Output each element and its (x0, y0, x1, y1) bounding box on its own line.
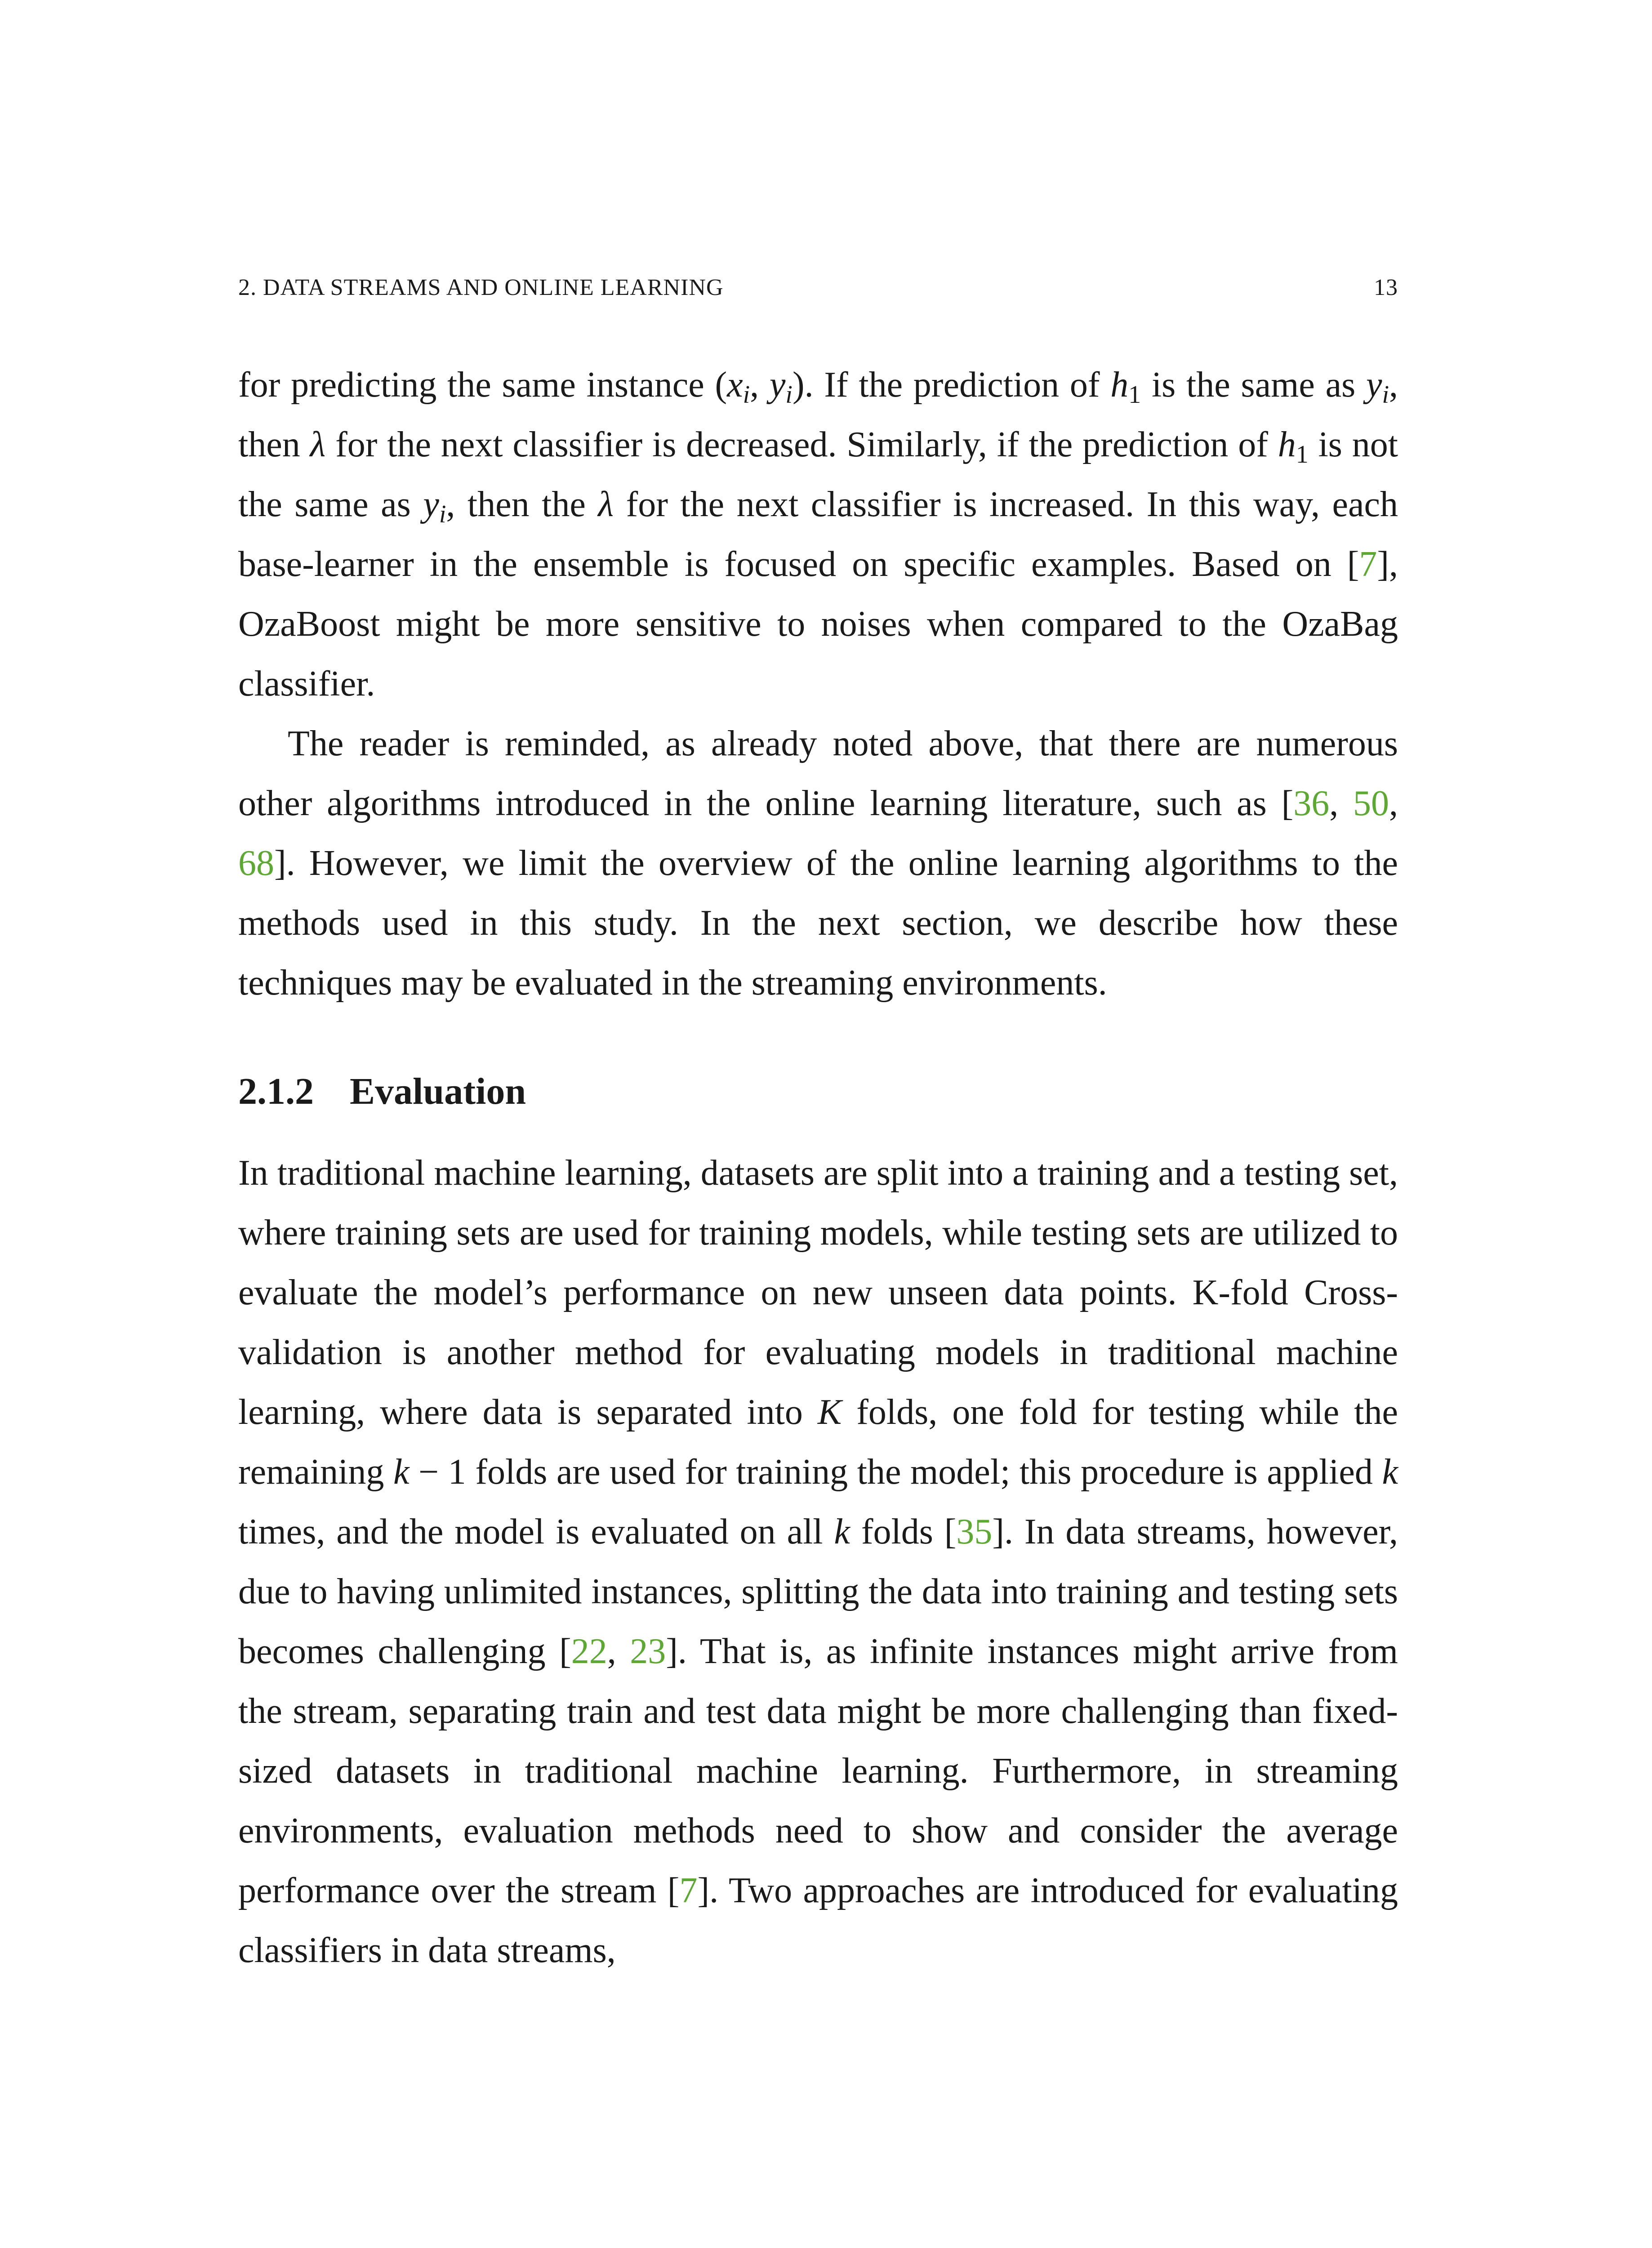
math-y-i: $y_i$ (769, 365, 793, 409)
paragraph-other-algorithms (238, 714, 1398, 1013)
text-run: is not the same as (238, 425, 1398, 524)
citation-link[interactable]: 22 (571, 1632, 607, 1671)
text-run: , (1389, 784, 1398, 823)
text-run: ]. However, we limit the overview of the online learning algorithms to the methods used in this study. In the next section, we describe how these techniques may be evaluated in the streaming environments. (238, 843, 1398, 1003)
citation-link[interactable]: 7 (679, 1871, 698, 1910)
math-h1: $h_1$ (1278, 425, 1309, 468)
text-run: , then (238, 365, 1398, 464)
running-header (238, 274, 1398, 315)
math-y-i: $y_i$ (423, 485, 446, 528)
citation-link[interactable]: 35 (956, 1512, 993, 1552)
math-lambda: λ (598, 485, 614, 524)
math-k-minus-1: k − 1 (393, 1452, 466, 1492)
section-heading (238, 1067, 1398, 1116)
math-K: K (817, 1392, 842, 1432)
paragraph-evaluation (238, 1143, 1398, 1980)
text-run: , then the (446, 485, 598, 524)
page-body (238, 355, 1398, 1980)
running-title: 2. DATA STREAMS AND ONLINE LEARNING (238, 275, 724, 300)
text-run: ). If the prediction of (792, 365, 1111, 405)
citation-link[interactable]: 68 (238, 843, 274, 883)
math-k: k (1382, 1452, 1398, 1492)
math-y-i: $y_i$ (1366, 365, 1389, 409)
text-run: , (1329, 784, 1354, 823)
section-number: 2.1.2 (238, 1070, 314, 1112)
text-run: for the next classifier is decreased. Similarly, if the prediction of (325, 425, 1278, 464)
math-x-i: $x_i$ (727, 365, 750, 409)
text-run: folds, one fold for testing while the remaining (238, 1392, 1398, 1492)
text-run: for the next classifier is increased. In this way, each base-learner in the ensemble is focused on specific examples. Based on [ (238, 485, 1398, 584)
citation-link[interactable]: 7 (1359, 544, 1377, 584)
citation-link[interactable]: 23 (630, 1632, 666, 1671)
section-title: Evaluation (350, 1070, 526, 1112)
text-run: folds [ (850, 1512, 957, 1552)
citation-link[interactable]: 36 (1293, 784, 1330, 823)
text-run: ]. That is, as infinite instances might arrive from the stream, separating train and test data might be more challenging than fixed-sized datasets in traditional machine learning. Furthermore, in streaming environments, evaluation methods need to show and consider the average performance over the stream [ (238, 1632, 1398, 1910)
citation-link[interactable]: 50 (1353, 784, 1389, 823)
math-k: k (834, 1512, 850, 1552)
math-lambda: λ (310, 425, 326, 464)
page-number: 13 (1374, 275, 1398, 300)
text-run: In traditional machine learning, datasets are split into a training and a testing set, where training sets are used for training models, while testing sets are utilized to evaluate the model’s performance on new unseen data points. K-fold Cross-validation is another method for evaluating models in traditional machine learning, where data is separated into (238, 1153, 1398, 1432)
text-run: The reader is reminded, as already noted above, that there are numerous other algorithms introduced in the online learning literature, such as [ (238, 724, 1398, 823)
paragraph-ozaboost (238, 355, 1398, 714)
text-run: ]. In data streams, however, due to having unlimited instances, splitting the data into training and testing sets becomes challenging [ (238, 1512, 1398, 1671)
text-run: folds are used for training the model; this procedure is applied (466, 1452, 1382, 1492)
text-run: times, and the model is evaluated on all (238, 1512, 834, 1552)
text-run: , (750, 365, 770, 405)
text-run: ], OzaBoost might be more sensitive to noises when compared to the OzaBag classifier. (238, 544, 1398, 704)
text-run: ]. Two approaches are introduced for evaluating classifiers in data streams, (238, 1871, 1398, 1970)
math-h1: $h_1$ (1110, 365, 1141, 409)
text-run: is the same as (1141, 365, 1366, 405)
text-run: , (607, 1632, 630, 1671)
text-run: for predicting the same instance ( (238, 365, 727, 405)
